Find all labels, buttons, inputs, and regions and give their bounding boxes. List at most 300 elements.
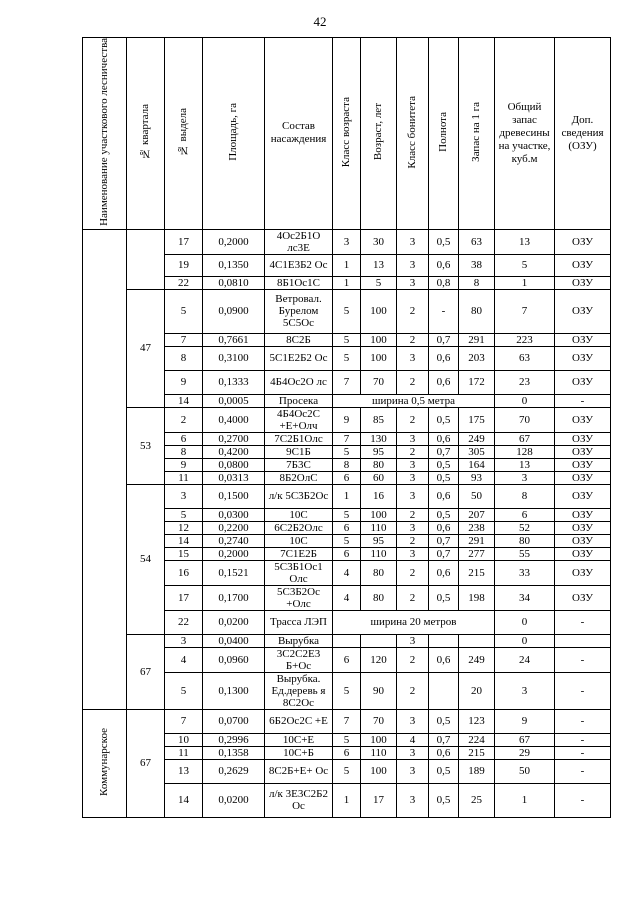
density-cell: 0,6: [429, 346, 459, 370]
stock-per-ha-cell: 224: [459, 733, 495, 746]
extra-cell: -: [555, 759, 611, 783]
total-stock-cell: 0: [495, 394, 555, 407]
density-cell: 0,5: [429, 759, 459, 783]
bonitet-cell: 3: [397, 709, 429, 733]
total-stock-cell: 13: [495, 229, 555, 254]
extra-cell: -: [555, 746, 611, 759]
composition-cell: 7С2Б1Олс: [265, 432, 333, 445]
composition-cell: Ветровал. Бурелом 5С5Ос: [265, 289, 333, 333]
bonitet-cell: 3: [397, 759, 429, 783]
density-cell: 0,5: [429, 407, 459, 432]
density-cell: 0,7: [429, 547, 459, 560]
area-cell: 0,1300: [203, 672, 265, 709]
composition-cell: 5С3Б2Ос +Олс: [265, 585, 333, 610]
stock-per-ha-cell: 203: [459, 346, 495, 370]
vydel-cell: 16: [165, 560, 203, 585]
composition-cell: Вырубка: [265, 634, 333, 647]
stock-per-ha-cell: 80: [459, 289, 495, 333]
density-cell: 0,6: [429, 560, 459, 585]
bonitet-cell: 2: [397, 534, 429, 547]
composition-cell: 7С1Е2Б: [265, 547, 333, 560]
density-cell: 0,6: [429, 370, 459, 394]
age-cell: 70: [361, 709, 397, 733]
age-class-cell: 5: [333, 534, 361, 547]
extra-cell: -: [555, 733, 611, 746]
area-cell: 0,0313: [203, 471, 265, 484]
table-row: [83, 289, 611, 333]
vydel-cell: 14: [165, 394, 203, 407]
age-cell: 110: [361, 547, 397, 560]
extra-cell: -: [555, 783, 611, 817]
density-cell: 0,7: [429, 733, 459, 746]
age-class-cell: 7: [333, 432, 361, 445]
bonitet-cell: 2: [397, 407, 429, 432]
extra-cell: ОЗУ: [555, 254, 611, 276]
bonitet-cell: 2: [397, 333, 429, 346]
age-class-cell: 1: [333, 783, 361, 817]
table-row: [83, 484, 611, 508]
composition-cell: 8Б1Ос1С: [265, 276, 333, 289]
vydel-cell: 14: [165, 783, 203, 817]
area-cell: 0,0900: [203, 289, 265, 333]
vydel-cell: 12: [165, 521, 203, 534]
bonitet-cell: 3: [397, 783, 429, 817]
area-cell: 0,1500: [203, 484, 265, 508]
age-cell: 110: [361, 746, 397, 759]
composition-cell: 10С+Е: [265, 733, 333, 746]
total-stock-cell: 23: [495, 370, 555, 394]
area-cell: 0,0960: [203, 647, 265, 672]
bonitet-cell: 2: [397, 672, 429, 709]
header-total-stock: Общий запас древесины на участке, куб.м: [495, 38, 555, 230]
stock-per-ha-cell: 215: [459, 560, 495, 585]
density-cell: 0,7: [429, 534, 459, 547]
bonitet-cell: 2: [397, 445, 429, 458]
bonitet-cell: 3: [397, 746, 429, 759]
bonitet-cell: 4: [397, 733, 429, 746]
density-cell: 0,5: [429, 508, 459, 521]
stock-per-ha-cell: 8: [459, 276, 495, 289]
density-cell: 0,5: [429, 471, 459, 484]
stock-per-ha-cell: 20: [459, 672, 495, 709]
extra-cell: ОЗУ: [555, 508, 611, 521]
composition-cell: 10С+Б: [265, 746, 333, 759]
vydel-cell: 13: [165, 759, 203, 783]
header-age-class: Класс возраста: [333, 38, 361, 230]
stock-per-ha-cell: 277: [459, 547, 495, 560]
age-cell: 120: [361, 647, 397, 672]
age-cell: 80: [361, 560, 397, 585]
extra-cell: -: [555, 709, 611, 733]
area-cell: 0,0810: [203, 276, 265, 289]
age-cell: 100: [361, 333, 397, 346]
density-cell: 0,5: [429, 585, 459, 610]
kvartal-cell: 53: [127, 407, 165, 484]
total-stock-cell: 0: [495, 634, 555, 647]
composition-cell: Вырубка. Ед.деревь я 8С2Ос: [265, 672, 333, 709]
total-stock-cell: 34: [495, 585, 555, 610]
area-cell: 0,0200: [203, 783, 265, 817]
stock-per-ha-cell: 291: [459, 534, 495, 547]
stock-per-ha-cell: 198: [459, 585, 495, 610]
age-class-cell: 6: [333, 547, 361, 560]
bonitet-cell: 3: [397, 471, 429, 484]
age-class-cell: 5: [333, 733, 361, 746]
age-cell: 110: [361, 521, 397, 534]
total-stock-cell: 0: [495, 610, 555, 634]
composition-cell: Трасса ЛЭП: [265, 610, 333, 634]
density-cell: 0,8: [429, 276, 459, 289]
stock-per-ha-cell: 238: [459, 521, 495, 534]
vydel-cell: 8: [165, 445, 203, 458]
composition-cell: 10С: [265, 534, 333, 547]
total-stock-cell: 52: [495, 521, 555, 534]
extra-cell: ОЗУ: [555, 333, 611, 346]
table-row: [83, 634, 611, 647]
composition-cell: л/к 3Е3С2Б2 Ос: [265, 783, 333, 817]
forestry-cell: [83, 229, 127, 709]
vydel-cell: 2: [165, 407, 203, 432]
area-cell: 0,2200: [203, 521, 265, 534]
vydel-cell: 7: [165, 333, 203, 346]
density-cell: 0,5: [429, 229, 459, 254]
kvartal-cell: 67: [127, 634, 165, 709]
area-cell: 0,4200: [203, 445, 265, 458]
composition-cell: 8С2Б: [265, 333, 333, 346]
composition-cell: 6С2Б2Олс: [265, 521, 333, 534]
vydel-cell: 3: [165, 484, 203, 508]
age-class-cell: 9: [333, 407, 361, 432]
area-cell: 0,2740: [203, 534, 265, 547]
extra-cell: ОЗУ: [555, 346, 611, 370]
density-cell: 0,7: [429, 333, 459, 346]
composition-cell: 3С2С2Е3 Б+Ос: [265, 647, 333, 672]
forestry-name: Коммунарское: [98, 727, 110, 796]
total-stock-cell: 63: [495, 346, 555, 370]
age-class-cell: 5: [333, 759, 361, 783]
area-cell: 0,1333: [203, 370, 265, 394]
composition-cell: 5С3Б1Ос1 Олс: [265, 560, 333, 585]
bonitet-cell: 3: [397, 458, 429, 471]
composition-cell: Просека: [265, 394, 333, 407]
bonitet-cell: 3: [397, 521, 429, 534]
stock-per-ha-cell: 123: [459, 709, 495, 733]
vydel-cell: 11: [165, 471, 203, 484]
extra-cell: ОЗУ: [555, 585, 611, 610]
extra-cell: -: [555, 672, 611, 709]
kvartal-cell: 67: [127, 709, 165, 817]
extra-cell: ОЗУ: [555, 471, 611, 484]
bonitet-cell: 2: [397, 289, 429, 333]
age-class-cell: 5: [333, 445, 361, 458]
age-cell: 95: [361, 445, 397, 458]
stock-per-ha-cell: 38: [459, 254, 495, 276]
total-stock-cell: 80: [495, 534, 555, 547]
bonitet-cell: 3: [397, 634, 429, 647]
vydel-cell: 9: [165, 458, 203, 471]
total-stock-cell: 128: [495, 445, 555, 458]
bonitet-cell: 2: [397, 560, 429, 585]
area-cell: 0,0200: [203, 610, 265, 634]
stock-per-ha-cell: [459, 634, 495, 647]
header-area: Площадь, га: [203, 38, 265, 230]
extra-cell: -: [555, 394, 611, 407]
extra-cell: ОЗУ: [555, 432, 611, 445]
age-class-cell: 5: [333, 346, 361, 370]
density-cell: 0,5: [429, 458, 459, 471]
age-cell: 95: [361, 534, 397, 547]
header-kvartal: № квартала: [127, 38, 165, 230]
total-stock-cell: 55: [495, 547, 555, 560]
composition-cell: 4С1Е3Б2 Ос: [265, 254, 333, 276]
bonitet-cell: 3: [397, 484, 429, 508]
table-row: [83, 709, 611, 733]
stock-per-ha-cell: 175: [459, 407, 495, 432]
vydel-cell: 19: [165, 254, 203, 276]
age-cell: 100: [361, 289, 397, 333]
composition-cell: л/к 5С3Б2Ос: [265, 484, 333, 508]
bonitet-cell: 3: [397, 276, 429, 289]
header-extra: Доп. сведения (ОЗУ): [555, 38, 611, 230]
extra-cell: ОЗУ: [555, 407, 611, 432]
density-cell: 0,6: [429, 432, 459, 445]
total-stock-cell: 8: [495, 484, 555, 508]
age-cell: 100: [361, 346, 397, 370]
bonitet-cell: 2: [397, 508, 429, 521]
age-cell: 5: [361, 276, 397, 289]
composition-cell: 4Ос2Б1О лс3Е: [265, 229, 333, 254]
total-stock-cell: 7: [495, 289, 555, 333]
forestry-cell: [83, 709, 127, 817]
width-note-cell: ширина 0,5 метра: [333, 394, 495, 407]
total-stock-cell: 67: [495, 733, 555, 746]
stock-per-ha-cell: 50: [459, 484, 495, 508]
extra-cell: ОЗУ: [555, 276, 611, 289]
extra-cell: ОЗУ: [555, 547, 611, 560]
age-cell: 17: [361, 783, 397, 817]
extra-cell: -: [555, 610, 611, 634]
age-class-cell: 5: [333, 508, 361, 521]
age-cell: 80: [361, 458, 397, 471]
header-age: Возраст, лет: [361, 38, 397, 230]
header-vydel: № выдела: [165, 38, 203, 230]
stock-per-ha-cell: 172: [459, 370, 495, 394]
area-cell: 0,1521: [203, 560, 265, 585]
kvartal-cell: [127, 229, 165, 289]
area-cell: 0,1700: [203, 585, 265, 610]
bonitet-cell: 3: [397, 432, 429, 445]
vydel-cell: 3: [165, 634, 203, 647]
total-stock-cell: 24: [495, 647, 555, 672]
total-stock-cell: 29: [495, 746, 555, 759]
composition-cell: 5С1Е2Б2 Ос: [265, 346, 333, 370]
composition-cell: 4Б4Ос2О лс: [265, 370, 333, 394]
area-cell: 0,1350: [203, 254, 265, 276]
extra-cell: ОЗУ: [555, 370, 611, 394]
stock-per-ha-cell: 249: [459, 432, 495, 445]
extra-cell: ОЗУ: [555, 484, 611, 508]
vydel-cell: 15: [165, 547, 203, 560]
density-cell: [429, 634, 459, 647]
vydel-cell: 5: [165, 508, 203, 521]
header-density: Полнота: [429, 38, 459, 230]
age-cell: 60: [361, 471, 397, 484]
age-cell: 100: [361, 733, 397, 746]
age-class-cell: 7: [333, 370, 361, 394]
age-class-cell: 1: [333, 254, 361, 276]
age-class-cell: 6: [333, 746, 361, 759]
total-stock-cell: 5: [495, 254, 555, 276]
total-stock-cell: 70: [495, 407, 555, 432]
extra-cell: ОЗУ: [555, 458, 611, 471]
area-cell: 0,2629: [203, 759, 265, 783]
total-stock-cell: 1: [495, 783, 555, 817]
total-stock-cell: 9: [495, 709, 555, 733]
stock-per-ha-cell: 164: [459, 458, 495, 471]
age-class-cell: 8: [333, 458, 361, 471]
density-cell: 0,6: [429, 521, 459, 534]
vydel-cell: 17: [165, 585, 203, 610]
forest-table: [82, 37, 611, 818]
extra-cell: [555, 634, 611, 647]
age-class-cell: 5: [333, 289, 361, 333]
area-cell: 0,4000: [203, 407, 265, 432]
composition-cell: 7Б3С: [265, 458, 333, 471]
vydel-cell: 5: [165, 289, 203, 333]
density-cell: -: [429, 289, 459, 333]
age-class-cell: 3: [333, 229, 361, 254]
area-cell: 0,1358: [203, 746, 265, 759]
page-number: 42: [313, 14, 327, 29]
total-stock-cell: 13: [495, 458, 555, 471]
density-cell: 0,6: [429, 647, 459, 672]
composition-cell: 8Б2ОлС: [265, 471, 333, 484]
total-stock-cell: 1: [495, 276, 555, 289]
stock-per-ha-cell: 63: [459, 229, 495, 254]
total-stock-cell: 67: [495, 432, 555, 445]
age-class-cell: 4: [333, 560, 361, 585]
extra-cell: ОЗУ: [555, 229, 611, 254]
bonitet-cell: 3: [397, 547, 429, 560]
age-cell: 70: [361, 370, 397, 394]
age-cell: [361, 634, 397, 647]
stock-per-ha-cell: 207: [459, 508, 495, 521]
header-forestry: Наименование участкового лесничества: [83, 38, 127, 230]
header-composition: Состав насаждения: [265, 38, 333, 230]
age-cell: 130: [361, 432, 397, 445]
total-stock-cell: 223: [495, 333, 555, 346]
age-class-cell: 6: [333, 471, 361, 484]
vydel-cell: 14: [165, 534, 203, 547]
header-row: [83, 38, 611, 230]
stock-per-ha-cell: 25: [459, 783, 495, 817]
age-class-cell: [333, 634, 361, 647]
extra-cell: ОЗУ: [555, 289, 611, 333]
age-cell: 80: [361, 585, 397, 610]
kvartal-cell: 47: [127, 289, 165, 407]
bonitet-cell: 3: [397, 229, 429, 254]
composition-cell: 4Б4Ос2С +Е+Олч: [265, 407, 333, 432]
composition-cell: 8С2Б+Е+ Ос: [265, 759, 333, 783]
bonitet-cell: 3: [397, 254, 429, 276]
age-class-cell: 1: [333, 484, 361, 508]
density-cell: 0,5: [429, 783, 459, 817]
stock-per-ha-cell: 215: [459, 746, 495, 759]
density-cell: 0,6: [429, 484, 459, 508]
age-cell: 13: [361, 254, 397, 276]
extra-cell: -: [555, 647, 611, 672]
total-stock-cell: 3: [495, 471, 555, 484]
stock-per-ha-cell: 291: [459, 333, 495, 346]
age-cell: 85: [361, 407, 397, 432]
bonitet-cell: 2: [397, 370, 429, 394]
vydel-cell: 9: [165, 370, 203, 394]
bonitet-cell: 2: [397, 585, 429, 610]
table-row: [83, 229, 611, 254]
density-cell: 0,6: [429, 254, 459, 276]
area-cell: 0,2996: [203, 733, 265, 746]
age-class-cell: 5: [333, 672, 361, 709]
vydel-cell: 5: [165, 672, 203, 709]
area-cell: 0,7661: [203, 333, 265, 346]
extra-cell: ОЗУ: [555, 521, 611, 534]
density-cell: 0,7: [429, 445, 459, 458]
age-cell: 100: [361, 759, 397, 783]
width-note-cell: ширина 20 метров: [333, 610, 495, 634]
vydel-cell: 17: [165, 229, 203, 254]
extra-cell: ОЗУ: [555, 445, 611, 458]
area-cell: 0,0300: [203, 508, 265, 521]
stock-per-ha-cell: 93: [459, 471, 495, 484]
bonitet-cell: 3: [397, 346, 429, 370]
composition-cell: 10С: [265, 508, 333, 521]
vydel-cell: 22: [165, 276, 203, 289]
density-cell: 0,5: [429, 709, 459, 733]
vydel-cell: 8: [165, 346, 203, 370]
area-cell: 0,2000: [203, 547, 265, 560]
age-class-cell: 5: [333, 333, 361, 346]
vydel-cell: 7: [165, 709, 203, 733]
density-cell: 0,6: [429, 746, 459, 759]
kvartal-cell: 54: [127, 484, 165, 634]
extra-cell: ОЗУ: [555, 560, 611, 585]
area-cell: 0,0700: [203, 709, 265, 733]
age-cell: 30: [361, 229, 397, 254]
age-class-cell: 4: [333, 585, 361, 610]
vydel-cell: 10: [165, 733, 203, 746]
vydel-cell: 6: [165, 432, 203, 445]
age-class-cell: 1: [333, 276, 361, 289]
density-cell: [429, 672, 459, 709]
header-stock-per-ha: Запас на 1 га: [459, 38, 495, 230]
composition-cell: 6Б2Ос2С +Е: [265, 709, 333, 733]
area-cell: 0,0005: [203, 394, 265, 407]
stock-per-ha-cell: 249: [459, 647, 495, 672]
age-cell: 16: [361, 484, 397, 508]
stock-per-ha-cell: 189: [459, 759, 495, 783]
total-stock-cell: 3: [495, 672, 555, 709]
bonitet-cell: 2: [397, 647, 429, 672]
stock-per-ha-cell: 305: [459, 445, 495, 458]
header-bonitet: Класс бонитета: [397, 38, 429, 230]
area-cell: 0,3100: [203, 346, 265, 370]
age-cell: 100: [361, 508, 397, 521]
age-class-cell: 6: [333, 647, 361, 672]
age-cell: 90: [361, 672, 397, 709]
vydel-cell: 11: [165, 746, 203, 759]
table-row: [83, 407, 611, 432]
area-cell: 0,0800: [203, 458, 265, 471]
